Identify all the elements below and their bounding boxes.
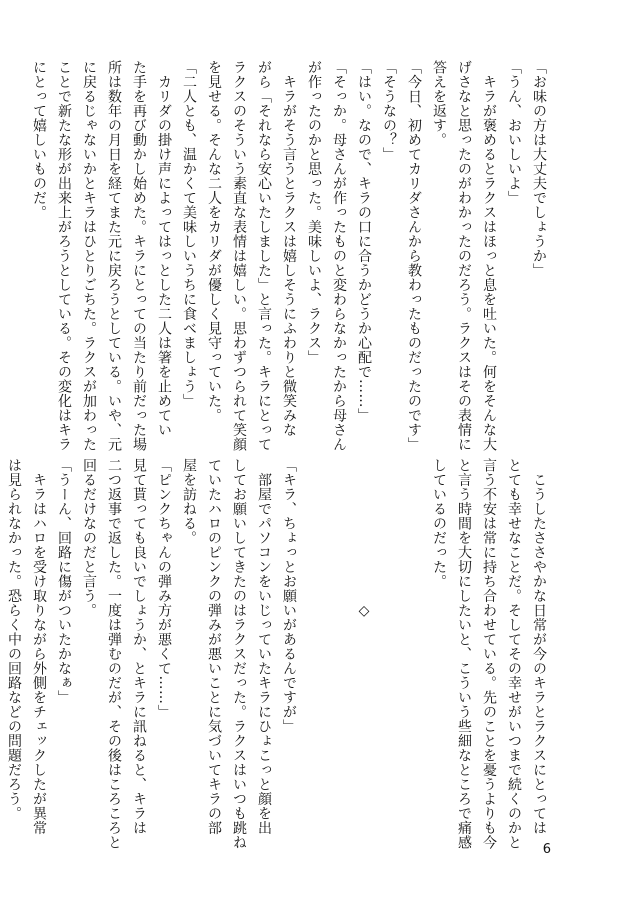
text-line	[401, 458, 426, 838]
text-line	[301, 458, 326, 838]
text-line: 言う不安は常に持ち合わせている。先のことを憂うよりも今	[481, 458, 497, 850]
text-line: 「今日、初めてカリダさんから教わったものだったのです」	[406, 60, 422, 452]
text-line: こうしたささやかな日常が今のキラとラクスにとっては	[531, 458, 547, 835]
text-line: ◇	[356, 458, 372, 620]
text-line: 「お味の方は大丈夫でしょうか」	[531, 60, 547, 278]
text-line: 二つ返事で返した。一度は弾むのだが、その後はころころと	[106, 458, 122, 850]
upper-text-column	[26, 60, 551, 452]
text-line: キラはハロを受け取りながら外側をチェックしたが異常	[31, 458, 47, 835]
text-line: 回るだけなのだと言う。	[81, 458, 97, 618]
page-number: 6	[542, 842, 551, 857]
text-line: げさなと思ったのがわかったのだろう。ラクスはその表情に	[456, 60, 472, 452]
text-line: が作ったのかと思った。美味しいよ、ラクス」	[306, 60, 322, 365]
text-line: 見て貰っても良いでしょうか、とキラに訊ねると、キラは	[131, 458, 147, 835]
text-line: は見られなかった。恐らく中の回路などの問題だろう。	[6, 458, 22, 821]
text-line: 答えを返す。	[431, 60, 447, 147]
text-line: してお願いしてきたのはラクスだった。ラクスはいつも跳ね	[231, 458, 247, 850]
text-line: 「ピンクちゃんの弾み方が悪くて……」	[156, 458, 172, 719]
text-line: キラが褒めるとラクスはほっと息を吐いた。何をそんな大	[481, 60, 497, 452]
text-line: 「キラ、ちょっとお願いがあるんですが」	[281, 458, 297, 734]
text-line: 「そっか。母さんが作ったものと変わらなかったから母さん	[331, 60, 347, 452]
text-line: 屋を訪ねる。	[181, 458, 197, 545]
text-line: カリダの掛け声によってはっとした二人は箸を止めてい	[156, 60, 172, 437]
text-line: 「そうなの？」	[381, 60, 397, 162]
lower-text-column	[0, 458, 551, 850]
text-line: 「はい。なので、キラの口に合うかどうか心配で……」	[356, 60, 372, 423]
text-line: を見せる。そんな二人をカリダが優しく見守っていた。	[206, 60, 222, 423]
text-line: た手を再び動かし始めた。キラにとっての当たり前だった場	[131, 60, 147, 452]
text-line: 「うん、おいしいよ」	[506, 60, 522, 205]
text-line: ことで新たな形が出来上がろうとしている。その変化はキラ	[56, 60, 72, 452]
text-line	[326, 458, 351, 838]
text-line: 所は数年の月日を経てまた元に戻ろうとしている。いや、元	[106, 60, 122, 452]
text-line: と言う時間を大切にしたいと、こういう些細なところで痛感	[456, 458, 472, 850]
text-line: キラがそう言うとラクスは嬉しそうにふわりと微笑みな	[281, 60, 297, 437]
text-line: しているのだった。	[431, 458, 447, 589]
text-line: ラクスのそういう素直な表情は嬉しい。思わずつられて笑顔	[231, 60, 247, 452]
text-line: 「二人とも、温かくて美味しいうちに食べましょう」	[181, 60, 197, 408]
text-line: 部屋でパソコンをいじっていたキラにひょこっと顔を出	[256, 458, 272, 835]
text-line: がら「それなら安心いたしました」と言った。キラにとって	[256, 60, 272, 452]
text-line: とても幸せなことだ。そしてその幸せがいつまで続くのかと	[506, 458, 522, 850]
text-line: ていたハロのピンクの弾みが悪いことに気づいてキラの部	[206, 458, 222, 835]
text-line	[376, 458, 401, 838]
text-line: に戻るじゃないかとキラはひとりごちた。ラクスが加わった	[81, 60, 97, 452]
text-line: にとって嬉しいものだ。	[31, 60, 47, 220]
text-line: 「うーん、回路に傷がついたかなぁ」	[56, 458, 72, 705]
